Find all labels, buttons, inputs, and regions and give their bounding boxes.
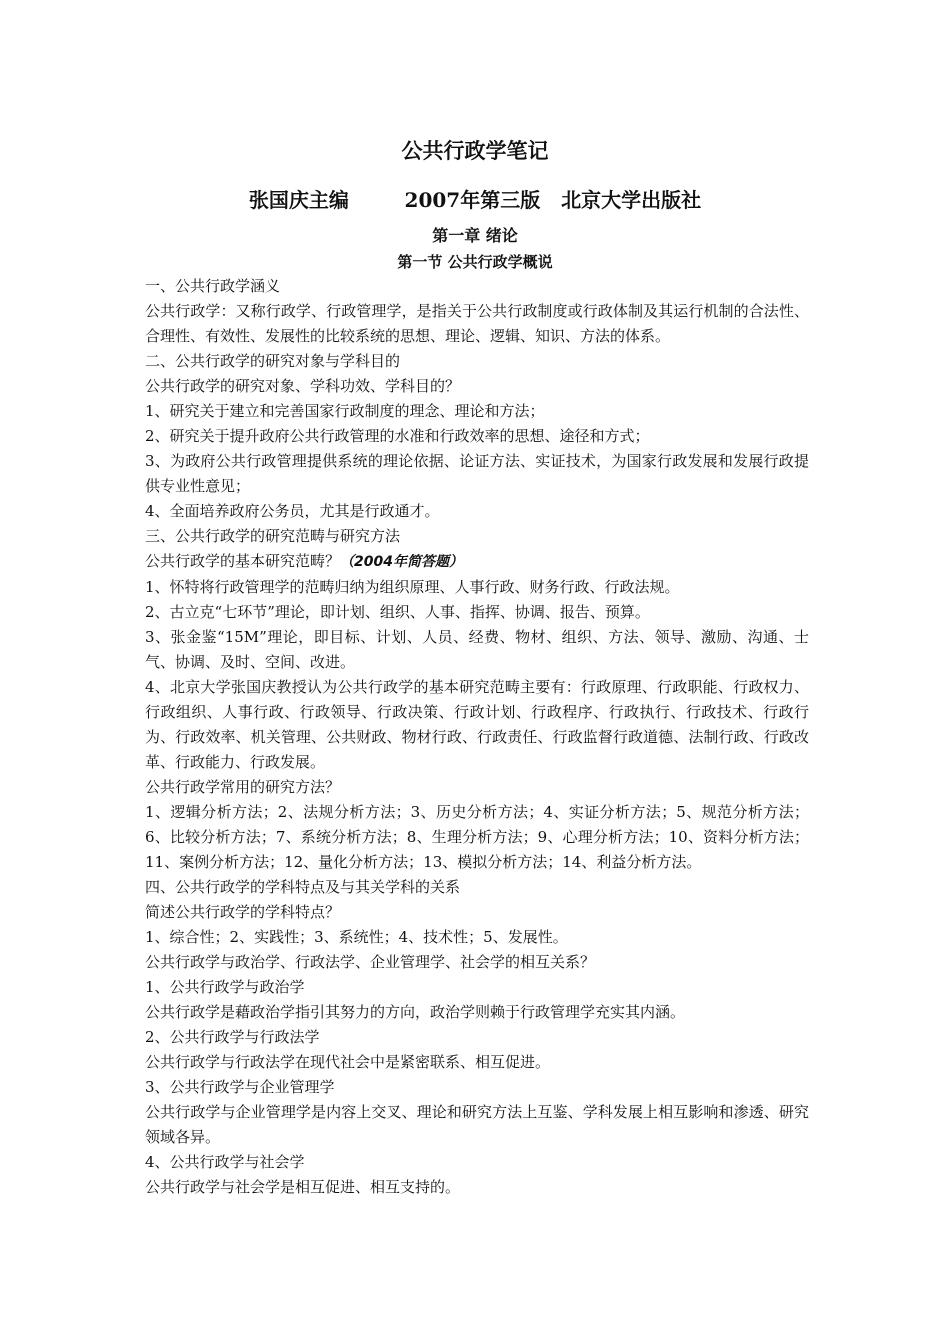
list-item: 1、逻辑分析方法；2、法规分析方法；3、历史分析方法；4、实证分析方法；5、规范分析方法；6、比较分析方法；7、系统分析方法；8、生理分析方法；9、心理分析方法；10、资料分析方法；11、案例分析方法；12、量化分析方法；13、模拟分析方法；14、利益分析方法。 bbox=[145, 803, 809, 871]
exam-note: （2004年简答题） bbox=[340, 554, 463, 570]
question: 简述公共行政学的学科特点？ bbox=[145, 903, 341, 921]
paragraph: 公共行政学是藉政治学指引其努力的方向，政治学则赖于行政管理学充实其内涵。 bbox=[145, 1003, 686, 1021]
question-with-note bbox=[145, 549, 809, 575]
paragraph: 公共行政学与企业管理学是内容上交叉、理论和研究方法上互鉴、学科发展上相互影响和渗透、研究领域各异。 bbox=[145, 1103, 809, 1146]
heading-3: 三、公共行政学的研究范畴与研究方法 bbox=[145, 527, 401, 545]
chapter-heading: 第一章 绪论 bbox=[432, 226, 518, 245]
question: 公共行政学与政治学、行政法学、企业管理学、社会学的相互关系？ bbox=[145, 953, 596, 971]
sub-heading: 4、公共行政学与社会学 bbox=[145, 1153, 305, 1171]
list-item: 3、张金鉴“15M”理论，即目标、计划、人员、经费、物材、组织、方法、领导、激励、沟通、士气、协调、及时、空间、改进。 bbox=[145, 628, 809, 671]
document-body bbox=[145, 274, 809, 1200]
list-item: 4、北京大学张国庆教授认为公共行政学的基本研究范畴主要有：行政原理、行政职能、行政权力、行政组织、人事行政、行政领导、行政决策、行政计划、行政程序、行政执行、行政技术、行政行为、行政效率、机关管理、公共财政、物材行政、行政责任、行政监督行政道德、法制行政、行政改革、行政能力、行政发展。 bbox=[145, 678, 809, 771]
section-heading: 第一节 公共行政学概说 bbox=[397, 253, 553, 271]
list-item: 3、为政府公共行政管理提供系统的理论依据、论证方法、实证技术，为国家行政发展和发展行政提供专业性意见； bbox=[145, 452, 809, 495]
sub-heading: 2、公共行政学与行政法学 bbox=[145, 1028, 320, 1046]
sub-heading: 3、公共行政学与企业管理学 bbox=[145, 1078, 335, 1096]
list-item: 2、研究关于提升政府公共行政管理的水准和行政效率的思想、途径和方式； bbox=[145, 427, 650, 445]
list-item: 1、研究关于建立和完善国家行政制度的理念、理论和方法； bbox=[145, 402, 545, 420]
question-text: 公共行政学的基本研究范畴？ bbox=[145, 552, 341, 570]
list-item: 4、全面培养政府公务员，尤其是行政通才。 bbox=[145, 502, 440, 520]
sub-heading: 1、公共行政学与政治学 bbox=[145, 978, 305, 996]
question: 公共行政学的研究对象、学科功效、学科目的？ bbox=[145, 377, 461, 395]
heading-2: 二、公共行政学的研究对象与学科目的 bbox=[145, 352, 401, 370]
paragraph: 公共行政学与行政法学在现代社会中是紧密联系、相互促进。 bbox=[145, 1053, 551, 1071]
list-item: 1、怀特将行政管理学的范畴归纳为组织原理、人事行政、财务行政、行政法规。 bbox=[145, 578, 680, 596]
document-title: 公共行政学笔记 bbox=[401, 138, 549, 163]
document-subtitle: 张国庆主编 2007年第三版 北京大学出版社 bbox=[248, 188, 702, 212]
question: 公共行政学常用的研究方法？ bbox=[145, 778, 341, 796]
paragraph: 公共行政学：又称行政学、行政管理学，是指关于公共行政制度或行政体制及其运行机制的合法性、合理性、有效性、发展性的比较系统的思想、理论、逻辑、知识、方法的体系。 bbox=[145, 302, 809, 345]
list-item: 1、综合性；2、实践性；3、系统性；4、技术性；5、发展性。 bbox=[145, 928, 568, 946]
heading-1: 一、公共行政学涵义 bbox=[145, 277, 281, 295]
paragraph: 公共行政学与社会学是相互促进、相互支持的。 bbox=[145, 1178, 461, 1196]
list-item: 2、古立克“七环节”理论，即计划、组织、人事、指挥、协调、报告、预算。 bbox=[145, 603, 650, 621]
heading-4: 四、公共行政学的学科特点及与其关学科的关系 bbox=[145, 878, 461, 896]
